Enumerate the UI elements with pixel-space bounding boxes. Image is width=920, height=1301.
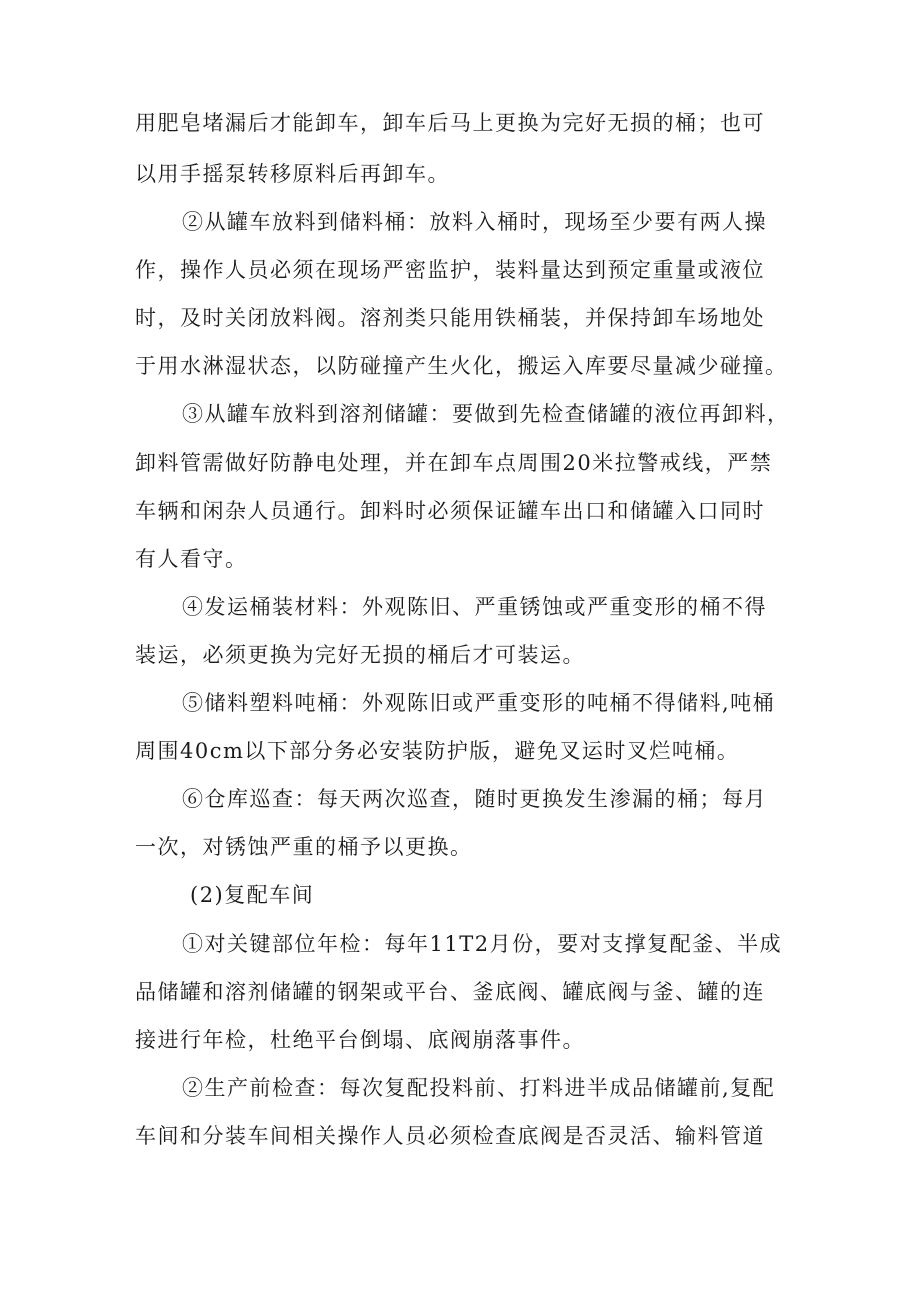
text-line-11: ④发运桶装材料：外观陈旧、严重锈蚀或严重变形的桶不得	[182, 595, 767, 619]
text-line-18: ①对关键部位年检：每年11T2月份，要对支撑复配釜、半成	[182, 932, 783, 956]
text-line-5: 时，及时关闭放料阀。溶剂类只能用铁桶装，并保持卸车场地处	[135, 306, 765, 330]
text-line-20: 接进行年检，杜绝平台倒塌、底阀崩落事件。	[135, 1028, 585, 1052]
text-line-8: 卸料管需做好防静电处理，并在卸车点周围20米拉警戒线，严禁	[135, 451, 773, 475]
text-line-12: 装运，必须更换为完好无损的桶后才可装运。	[135, 643, 585, 667]
text-line-21: ②生产前检查：每次复配投料前、打料进半成品储罐前,复配	[182, 1076, 776, 1100]
text-line-16: 一次，对锈蚀严重的桶予以更换。	[135, 835, 473, 859]
section-heading: (2)复配车间	[190, 883, 315, 907]
text-line-4: 作，操作人员必须在现场严密监护，装料量达到预定重量或液位	[135, 258, 765, 282]
text-line-3: ②从罐车放料到储料桶：放料入桶时，现场至少要有两人操	[182, 210, 767, 234]
text-line-1: 用肥皂堵漏后才能卸车，卸车后马上更换为完好无损的桶；也可	[135, 111, 765, 135]
text-line-6: 于用水淋湿状态，以防碰撞产生火化，搬运入库要尽量减少碰撞。	[135, 354, 788, 378]
text-line-15: ⑥仓库巡查：每天两次巡查，随时更换发生渗漏的桶；每月	[182, 787, 767, 811]
text-line-9: 车辆和闲杂人员通行。卸料时必须保证罐车出口和储罐入口同时	[135, 499, 765, 523]
text-line-13: ⑤储料塑料吨桶：外观陈旧或严重变形的吨桶不得储料,吨桶	[182, 691, 776, 715]
text-line-10: 有人看守。	[135, 547, 248, 571]
text-line-2: 以用手摇泵转移原料后再卸车。	[135, 162, 450, 186]
text-line-19: 品储罐和溶剂储罐的钢架或平台、釜底阀、罐底阀与釜、罐的连	[135, 980, 765, 1004]
text-line-22: 车间和分装车间相关操作人员必须检查底阀是否灵活、输料管道	[135, 1124, 765, 1148]
text-line-14: 周围40cm以下部分务必安装防护版，避免叉运时叉烂吨桶。	[135, 739, 740, 763]
text-line-7: ③从罐车放料到溶剂储罐：要做到先检查储罐的液位再卸料，	[182, 402, 790, 426]
